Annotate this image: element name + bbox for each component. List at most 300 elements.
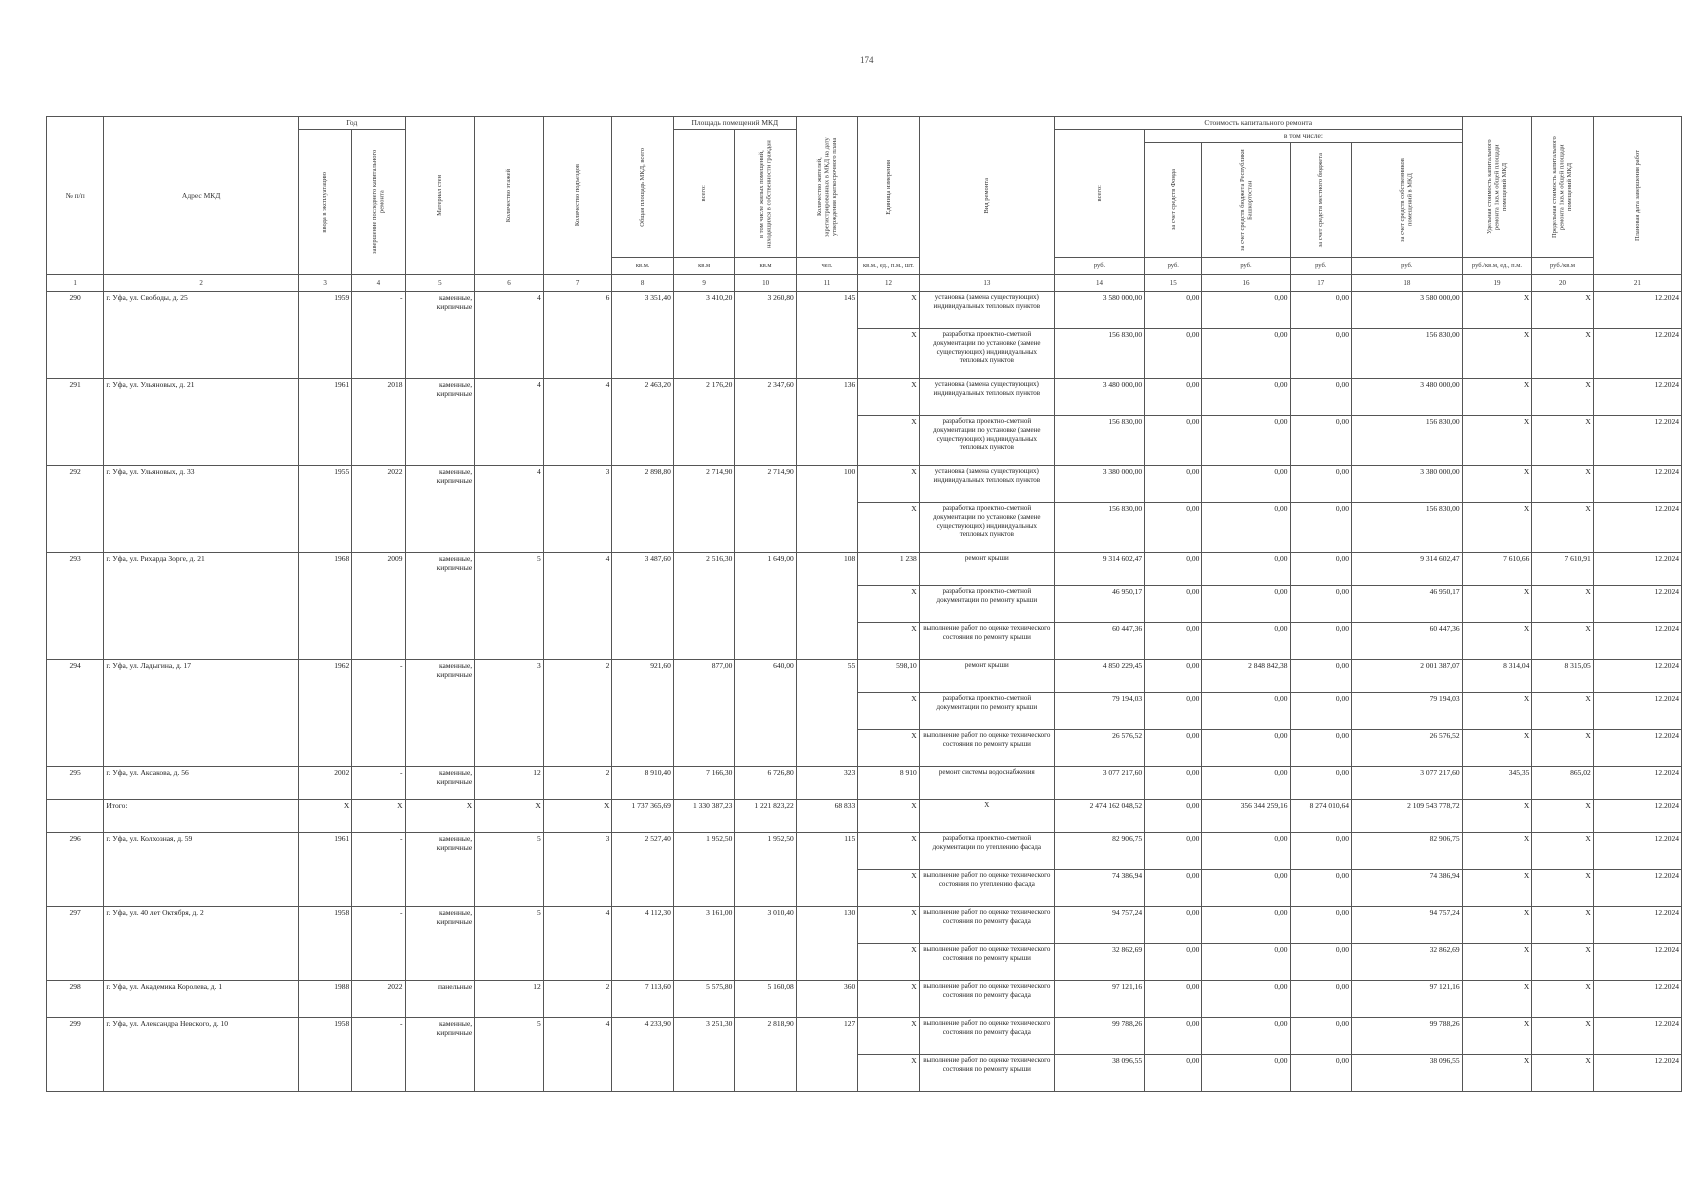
commission-year: 1988 <box>298 981 351 1018</box>
column-number: 7 <box>543 275 612 292</box>
residents-count: 115 <box>796 833 857 907</box>
unit-cost: X <box>1462 379 1532 416</box>
wall-material: X <box>405 800 475 833</box>
wall-material: панельные <box>405 981 475 1018</box>
limit-cost: X <box>1532 329 1593 379</box>
cost-owners: 60 447,36 <box>1351 623 1462 660</box>
cost-local-budget: 8 274 010,64 <box>1290 800 1351 833</box>
cost-republic-budget: 0,00 <box>1202 1018 1290 1055</box>
premises-area: 2 516,30 <box>673 553 734 660</box>
header-last-repair-text: завершение последнего капитального ремонта <box>370 149 386 255</box>
commission-year: 1968 <box>298 553 351 660</box>
total-area: 1 737 365,69 <box>612 800 673 833</box>
building-address: Итого: <box>104 800 299 833</box>
column-number: 13 <box>919 275 1054 292</box>
header-floors <box>475 117 544 275</box>
plan-date: 12.2024 <box>1593 416 1681 466</box>
header-residents <box>796 117 857 258</box>
entrances-count: 4 <box>543 907 612 981</box>
wall-material: каменные, кирпичные <box>405 466 475 553</box>
building-address: г. Уфа, ул. Ульяновых, д. 33 <box>104 466 299 553</box>
cost-republic-budget: 356 344 259,16 <box>1202 800 1290 833</box>
header-commission-year-text: ввода в эксплуатацию <box>321 171 329 233</box>
cost-fund: 0,00 <box>1145 586 1202 623</box>
repair-kind: разработка проектно-сметной документации по ремонту крыши <box>919 693 1054 730</box>
repair-kind: выполнение работ по оценке технического состояния по ремонту крыши <box>919 730 1054 767</box>
row-number: 298 <box>47 981 104 1018</box>
total-area: 2 527,40 <box>612 833 673 907</box>
cost-local-budget: 0,00 <box>1290 466 1351 503</box>
cost-fund: 0,00 <box>1145 693 1202 730</box>
cost-fund: 0,00 <box>1145 767 1202 800</box>
residents-count: 145 <box>796 292 857 379</box>
repair-kind: выполнение работ по оценке технического состояния по ремонту фасада <box>919 907 1054 944</box>
unit-cost: X <box>1462 1055 1532 1092</box>
plan-date: 12.2024 <box>1593 833 1681 870</box>
header-address: Адрес МКД <box>104 117 299 275</box>
cost-local-budget: 0,00 <box>1290 833 1351 870</box>
unit-cost: X <box>1462 693 1532 730</box>
building-address: г. Уфа, ул. Аксакова, д. 56 <box>104 767 299 800</box>
last-repair-year: 2022 <box>352 466 405 553</box>
header-unit-text: Единица измерения <box>884 159 892 215</box>
residents-count: 360 <box>796 981 857 1018</box>
work-unit: X <box>858 1018 919 1055</box>
unit-cost: X <box>1462 1018 1532 1055</box>
cost-total: 60 447,36 <box>1054 623 1144 660</box>
header-area-residential <box>735 130 796 258</box>
header-last-repair <box>352 130 405 275</box>
total-area: 7 113,60 <box>612 981 673 1018</box>
total-area: 921,60 <box>612 660 673 767</box>
wall-material: каменные, кирпичные <box>405 1018 475 1092</box>
wall-material: каменные, кирпичные <box>405 292 475 379</box>
unit-cost: X <box>1462 586 1532 623</box>
cost-owners: 79 194,03 <box>1351 693 1462 730</box>
unit-cost: X <box>1462 981 1532 1018</box>
cost-fund: 0,00 <box>1145 503 1202 553</box>
cost-owners: 94 757,24 <box>1351 907 1462 944</box>
row-number: 297 <box>47 907 104 981</box>
header-area-total <box>673 130 734 258</box>
cost-republic-budget: 0,00 <box>1202 944 1290 981</box>
cost-total: 3 580 000,00 <box>1054 292 1144 329</box>
plan-date: 12.2024 <box>1593 981 1681 1018</box>
repair-kind: выполнение работ по оценке технического состояния по ремонту фасада <box>919 1018 1054 1055</box>
column-number: 6 <box>475 275 544 292</box>
header-wall-material <box>405 117 475 275</box>
cost-republic-budget: 2 848 842,38 <box>1202 660 1290 693</box>
plan-date: 12.2024 <box>1593 586 1681 623</box>
header-republic-budget <box>1202 143 1290 258</box>
cost-owners: 156 830,00 <box>1351 416 1462 466</box>
cost-local-budget: 0,00 <box>1290 693 1351 730</box>
limit-cost: X <box>1532 730 1593 767</box>
header-unit-cost <box>1462 117 1532 258</box>
wall-material: каменные, кирпичные <box>405 553 475 660</box>
work-unit: 1 238 <box>858 553 919 586</box>
building-address: г. Уфа, ул. Свободы, д. 25 <box>104 292 299 379</box>
cost-local-budget: 0,00 <box>1290 767 1351 800</box>
table-row <box>47 767 1682 800</box>
cost-republic-budget: 0,00 <box>1202 553 1290 586</box>
residential-area: 2 818,90 <box>735 1018 796 1092</box>
cost-owners: 3 077 217,60 <box>1351 767 1462 800</box>
limit-cost: X <box>1532 416 1593 466</box>
header-fund-text: за счет средств Фонда <box>1169 169 1177 231</box>
residential-area: 2 714,90 <box>735 466 796 553</box>
cost-local-budget: 0,00 <box>1290 730 1351 767</box>
premises-area: 5 575,80 <box>673 981 734 1018</box>
floors-count: 5 <box>475 1018 544 1092</box>
cost-fund: 0,00 <box>1145 329 1202 379</box>
row-number: 293 <box>47 553 104 660</box>
cost-republic-budget: 0,00 <box>1202 292 1290 329</box>
row-number: 299 <box>47 1018 104 1092</box>
cost-republic-budget: 0,00 <box>1202 981 1290 1018</box>
cost-total: 26 576,52 <box>1054 730 1144 767</box>
cost-fund: 0,00 <box>1145 944 1202 981</box>
header-commission-year <box>298 130 351 275</box>
limit-cost: 8 315,05 <box>1532 660 1593 693</box>
cost-owners: 3 380 000,00 <box>1351 466 1462 503</box>
unit-8: кв.м. <box>612 258 673 275</box>
cost-total: 156 830,00 <box>1054 416 1144 466</box>
cost-republic-budget: 0,00 <box>1202 833 1290 870</box>
row-number: 292 <box>47 466 104 553</box>
work-unit: X <box>858 416 919 466</box>
column-number: 14 <box>1054 275 1144 292</box>
table-row <box>47 907 1682 944</box>
unit-16: руб. <box>1202 258 1290 275</box>
cost-total: 38 096,55 <box>1054 1055 1144 1092</box>
cost-republic-budget: 0,00 <box>1202 623 1290 660</box>
header-year-group: Год <box>298 117 405 130</box>
header-wall-material-text: Материал стен <box>436 175 444 216</box>
floors-count: 5 <box>475 833 544 907</box>
residential-area: 1 221 823,22 <box>735 800 796 833</box>
row-number: 294 <box>47 660 104 767</box>
column-number: 15 <box>1145 275 1202 292</box>
floors-count: 3 <box>475 660 544 767</box>
cost-fund: 0,00 <box>1145 870 1202 907</box>
unit-19: руб./кв.м, ед., п.м. <box>1462 258 1532 275</box>
header-entrances-text: Количество подъездов <box>573 164 581 227</box>
cost-local-budget: 0,00 <box>1290 503 1351 553</box>
table-header <box>47 117 1682 292</box>
residents-count: 127 <box>796 1018 857 1092</box>
cost-owners: 26 576,52 <box>1351 730 1462 767</box>
cost-fund: 0,00 <box>1145 1018 1202 1055</box>
table-row <box>47 466 1682 503</box>
wall-material: каменные, кирпичные <box>405 767 475 800</box>
unit-cost: 8 314,04 <box>1462 660 1532 693</box>
residents-count: 136 <box>796 379 857 466</box>
header-limit-cost <box>1532 117 1593 258</box>
unit-18: руб. <box>1351 258 1462 275</box>
unit-11: чел. <box>796 258 857 275</box>
residential-area: 640,00 <box>735 660 796 767</box>
header-plan-date-text: Плановая дата завершения работ <box>1633 149 1641 242</box>
cost-republic-budget: 0,00 <box>1202 586 1290 623</box>
residents-count: 100 <box>796 466 857 553</box>
residents-count: 323 <box>796 767 857 800</box>
cost-republic-budget: 0,00 <box>1202 503 1290 553</box>
repair-kind: выполнение работ по оценке технического состояния по ремонту крыши <box>919 944 1054 981</box>
column-number: 2 <box>104 275 299 292</box>
unit-cost: X <box>1462 907 1532 944</box>
column-number: 5 <box>405 275 475 292</box>
unit-9: кв.м <box>673 258 734 275</box>
work-unit: X <box>858 623 919 660</box>
commission-year: 1962 <box>298 660 351 767</box>
limit-cost: X <box>1532 944 1593 981</box>
cost-total: 99 788,26 <box>1054 1018 1144 1055</box>
column-number: 19 <box>1462 275 1532 292</box>
work-unit: X <box>858 329 919 379</box>
limit-cost: X <box>1532 466 1593 503</box>
cost-total: 79 194,03 <box>1054 693 1144 730</box>
premises-area: 2 714,90 <box>673 466 734 553</box>
cost-local-budget: 0,00 <box>1290 329 1351 379</box>
column-number: 20 <box>1532 275 1593 292</box>
cost-local-budget: 0,00 <box>1290 1018 1351 1055</box>
building-address: г. Уфа, ул. Академика Королева, д. 1 <box>104 981 299 1018</box>
cost-fund: 0,00 <box>1145 907 1202 944</box>
cost-total: 156 830,00 <box>1054 503 1144 553</box>
limit-cost: X <box>1532 292 1593 329</box>
cost-total: 94 757,24 <box>1054 907 1144 944</box>
cost-owners: 32 862,69 <box>1351 944 1462 981</box>
premises-area: 1 330 387,23 <box>673 800 734 833</box>
plan-date: 12.2024 <box>1593 623 1681 660</box>
plan-date: 12.2024 <box>1593 1018 1681 1055</box>
repair-kind: установка (замена существующих) индивидуальных тепловых пунктов <box>919 466 1054 503</box>
row-number: 296 <box>47 833 104 907</box>
wall-material: каменные, кирпичные <box>405 833 475 907</box>
cost-fund: 0,00 <box>1145 660 1202 693</box>
cost-local-budget: 0,00 <box>1290 870 1351 907</box>
repair-kind: разработка проектно-сметной документации по ремонту крыши <box>919 586 1054 623</box>
cost-republic-budget: 0,00 <box>1202 466 1290 503</box>
repair-kind: разработка проектно-сметной документации по утеплению фасада <box>919 833 1054 870</box>
table-body <box>47 292 1682 1092</box>
column-number: 9 <box>673 275 734 292</box>
residential-area: 5 160,08 <box>735 981 796 1018</box>
header-unit-cost-text: Удельная стоимость капитального ремонта 1кв.м общей площади помещений МКД <box>1485 139 1508 235</box>
cost-local-budget: 0,00 <box>1290 292 1351 329</box>
unit-cost: X <box>1462 503 1532 553</box>
work-unit: X <box>858 503 919 553</box>
repair-kind: X <box>919 800 1054 833</box>
cost-republic-budget: 0,00 <box>1202 416 1290 466</box>
column-number: 18 <box>1351 275 1462 292</box>
table-row <box>47 553 1682 586</box>
work-unit: X <box>858 981 919 1018</box>
unit-20: руб./кв.м <box>1532 258 1593 275</box>
repair-kind: разработка проектно-сметной документации по установке (замене существующих) индивидуальных тепловых пунктов <box>919 503 1054 553</box>
header-floors-text: Количество этажей <box>505 168 513 223</box>
limit-cost: X <box>1532 1018 1593 1055</box>
cost-total: 2 474 162 048,52 <box>1054 800 1144 833</box>
limit-cost: X <box>1532 586 1593 623</box>
header-area-residential-text: в том числе жилых помещений, находящихся в собственности граждан <box>758 139 773 248</box>
total-area: 4 233,90 <box>612 1018 673 1092</box>
plan-date: 12.2024 <box>1593 800 1681 833</box>
commission-year: 1958 <box>298 907 351 981</box>
unit-cost: X <box>1462 730 1532 767</box>
cost-total: 3 077 217,60 <box>1054 767 1144 800</box>
cost-republic-budget: 0,00 <box>1202 730 1290 767</box>
header-plan-date <box>1593 117 1681 275</box>
cost-fund: 0,00 <box>1145 800 1202 833</box>
row-number: 291 <box>47 379 104 466</box>
header-total-area-text: Общая площадь МКД, всего <box>638 147 646 227</box>
cost-total: 82 906,75 <box>1054 833 1144 870</box>
last-repair-year: - <box>352 767 405 800</box>
unit-cost: X <box>1462 833 1532 870</box>
cost-total: 97 121,16 <box>1054 981 1144 1018</box>
header-entrances <box>543 117 612 275</box>
plan-date: 12.2024 <box>1593 693 1681 730</box>
entrances-count: 2 <box>543 767 612 800</box>
cost-local-budget: 0,00 <box>1290 553 1351 586</box>
column-number-row <box>47 275 1682 292</box>
cost-fund: 0,00 <box>1145 730 1202 767</box>
cost-total: 46 950,17 <box>1054 586 1144 623</box>
residents-count: 68 833 <box>796 800 857 833</box>
residents-count: 130 <box>796 907 857 981</box>
cost-republic-budget: 0,00 <box>1202 693 1290 730</box>
cost-owners: 99 788,26 <box>1351 1018 1462 1055</box>
repair-kind: ремонт крыши <box>919 660 1054 693</box>
residents-count: 108 <box>796 553 857 660</box>
column-number: 21 <box>1593 275 1681 292</box>
cost-fund: 0,00 <box>1145 553 1202 586</box>
plan-date: 12.2024 <box>1593 730 1681 767</box>
header-incl: в том числе: <box>1145 130 1463 143</box>
header-total-area <box>612 117 673 258</box>
unit-15: руб. <box>1145 258 1202 275</box>
total-area: 8 910,40 <box>612 767 673 800</box>
unit-cost: 7 610,66 <box>1462 553 1532 586</box>
unit-cost: X <box>1462 466 1532 503</box>
header-local-budget-text: за счет средств местного бюджета <box>1317 152 1324 248</box>
cost-republic-budget: 0,00 <box>1202 1055 1290 1092</box>
row-number <box>47 800 104 833</box>
wall-material: каменные, кирпичные <box>405 907 475 981</box>
table-row <box>47 800 1682 833</box>
plan-date: 12.2024 <box>1593 1055 1681 1092</box>
entrances-count: 4 <box>543 1018 612 1092</box>
table-row <box>47 1018 1682 1055</box>
cost-republic-budget: 0,00 <box>1202 329 1290 379</box>
work-unit: 598,10 <box>858 660 919 693</box>
unit-10: кв.м <box>735 258 796 275</box>
work-unit: X <box>858 907 919 944</box>
repair-kind: разработка проектно-сметной документации по установке (замене существующих) индивидуальных тепловых пунктов <box>919 329 1054 379</box>
repair-kind: выполнение работ по оценке технического состояния по утеплению фасада <box>919 870 1054 907</box>
work-unit: X <box>858 1055 919 1092</box>
header-limit-cost-text: Предельная стоимость капитального ремонта 1кв.м общей площади помещений МКД <box>1551 136 1574 238</box>
header-local-budget <box>1290 143 1351 258</box>
cost-fund: 0,00 <box>1145 981 1202 1018</box>
plan-date: 12.2024 <box>1593 292 1681 329</box>
entrances-count: X <box>543 800 612 833</box>
commission-year: X <box>298 800 351 833</box>
repair-kind: установка (замена существующих) индивидуальных тепловых пунктов <box>919 379 1054 416</box>
entrances-count: 2 <box>543 981 612 1018</box>
cost-owners: 97 121,16 <box>1351 981 1462 1018</box>
repair-kind: ремонт системы водоснабжения <box>919 767 1054 800</box>
limit-cost: 7 610,91 <box>1532 553 1593 586</box>
building-address: г. Уфа, ул. Александра Невского, д. 10 <box>104 1018 299 1092</box>
limit-cost: X <box>1532 623 1593 660</box>
floors-count: 4 <box>475 292 544 379</box>
plan-date: 12.2024 <box>1593 553 1681 586</box>
building-address: г. Уфа, ул. Рихарда Зорге, д. 21 <box>104 553 299 660</box>
wall-material: каменные, кирпичные <box>405 660 475 767</box>
unit-cost: X <box>1462 800 1532 833</box>
table-row <box>47 981 1682 1018</box>
entrances-count: 3 <box>543 466 612 553</box>
last-repair-year: 2018 <box>352 379 405 466</box>
limit-cost: X <box>1532 503 1593 553</box>
cost-local-budget: 0,00 <box>1290 379 1351 416</box>
work-unit: X <box>858 730 919 767</box>
repair-kind: выполнение работ по оценке технического состояния по ремонту крыши <box>919 623 1054 660</box>
row-number: 290 <box>47 292 104 379</box>
premises-area: 877,00 <box>673 660 734 767</box>
limit-cost: X <box>1532 800 1593 833</box>
header-repair-kind-text: Вид ремонта <box>983 177 991 214</box>
column-number: 11 <box>796 275 857 292</box>
premises-area: 3 161,00 <box>673 907 734 981</box>
repair-kind: выполнение работ по оценке технического состояния по ремонту фасада <box>919 981 1054 1018</box>
cost-republic-budget: 0,00 <box>1202 767 1290 800</box>
cost-fund: 0,00 <box>1145 1055 1202 1092</box>
commission-year: 2002 <box>298 767 351 800</box>
cost-local-budget: 0,00 <box>1290 981 1351 1018</box>
cost-total: 3 480 000,00 <box>1054 379 1144 416</box>
work-unit: X <box>858 833 919 870</box>
work-unit: X <box>858 292 919 329</box>
cost-owners: 2 109 543 778,72 <box>1351 800 1462 833</box>
plan-date: 12.2024 <box>1593 767 1681 800</box>
repair-kind: разработка проектно-сметной документации по установке (замене существующих) индивидуальных тепловых пунктов <box>919 416 1054 466</box>
plan-date: 12.2024 <box>1593 870 1681 907</box>
last-repair-year: - <box>352 292 405 379</box>
plan-date: 12.2024 <box>1593 907 1681 944</box>
table-row <box>47 833 1682 870</box>
floors-count: 5 <box>475 907 544 981</box>
cost-owners: 3 480 000,00 <box>1351 379 1462 416</box>
row-number: 295 <box>47 767 104 800</box>
entrances-count: 2 <box>543 660 612 767</box>
plan-date: 12.2024 <box>1593 944 1681 981</box>
last-repair-year: - <box>352 1018 405 1092</box>
unit-cost: X <box>1462 870 1532 907</box>
last-repair-year: - <box>352 833 405 907</box>
cost-fund: 0,00 <box>1145 833 1202 870</box>
header-cost-group: Стоимость капитального ремонта <box>1054 117 1462 130</box>
premises-area: 3 251,30 <box>673 1018 734 1092</box>
table-row <box>47 379 1682 416</box>
header-num: № п/п <box>47 117 104 275</box>
commission-year: 1961 <box>298 833 351 907</box>
floors-count: 12 <box>475 981 544 1018</box>
cost-total: 4 850 229,45 <box>1054 660 1144 693</box>
